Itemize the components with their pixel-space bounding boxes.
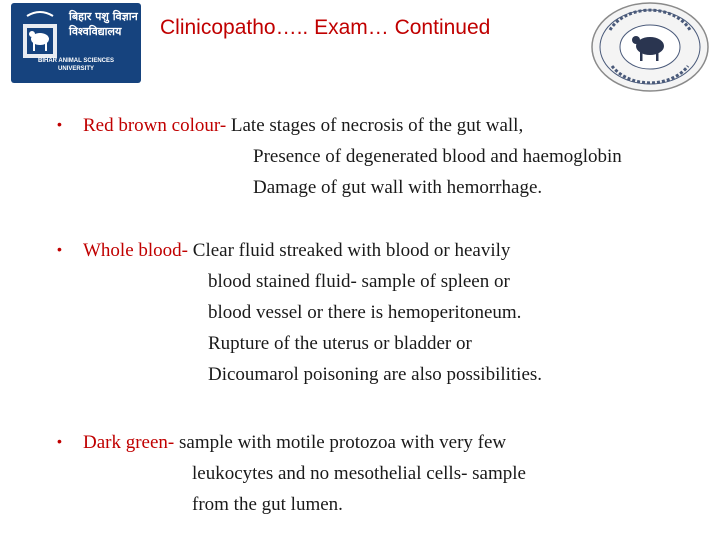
logo-english-text: BIHAR ANIMAL SCIENCES UNIVERSITY [37, 58, 114, 72]
university-logo [11, 3, 141, 83]
bullet-text: blood vessel or there is hemoperitoneum. [208, 302, 522, 323]
bullet-term: Red brown colour- [83, 115, 227, 136]
bullet-item [57, 426, 526, 520]
logo-hindi-text: बिहार पशु विज्ञान विश्वविद्यालय [69, 10, 138, 38]
bullet-item [57, 109, 622, 203]
cow-emblem-icon [13, 6, 69, 62]
bullet-text: Rupture of the uterus or bladder or [208, 333, 472, 354]
bullet-text: Late stages of necrosis of the gut wall, [226, 115, 524, 136]
bullet-text: leukocytes and no mesothelial cells- sample [192, 463, 526, 484]
bullet-term: Dark green- [83, 432, 175, 453]
bullet-text: Presence of degenerated blood and haemoglobin [253, 146, 622, 167]
bullet-term: Whole blood- [83, 240, 189, 261]
bullet-item [57, 234, 542, 390]
bullet-text: Damage of gut wall with hemorrhage. [253, 177, 543, 198]
bullet-text: sample with motile protozoa with very few [174, 432, 507, 453]
bullet-icon: • [57, 116, 62, 132]
bullet-icon: • [57, 241, 62, 257]
bullet-text: from the gut lumen. [192, 494, 343, 515]
bullet-icon: • [57, 433, 62, 449]
slide-title: Clinicopatho….. Exam… Continued [160, 16, 491, 39]
bullet-text: blood stained fluid- sample of spleen or [208, 271, 510, 292]
university-seal-icon [588, 0, 712, 94]
bullet-text: Clear fluid streaked with blood or heavily [188, 240, 511, 261]
bullet-text: Dicoumarol poisoning are also possibilities. [208, 364, 543, 385]
